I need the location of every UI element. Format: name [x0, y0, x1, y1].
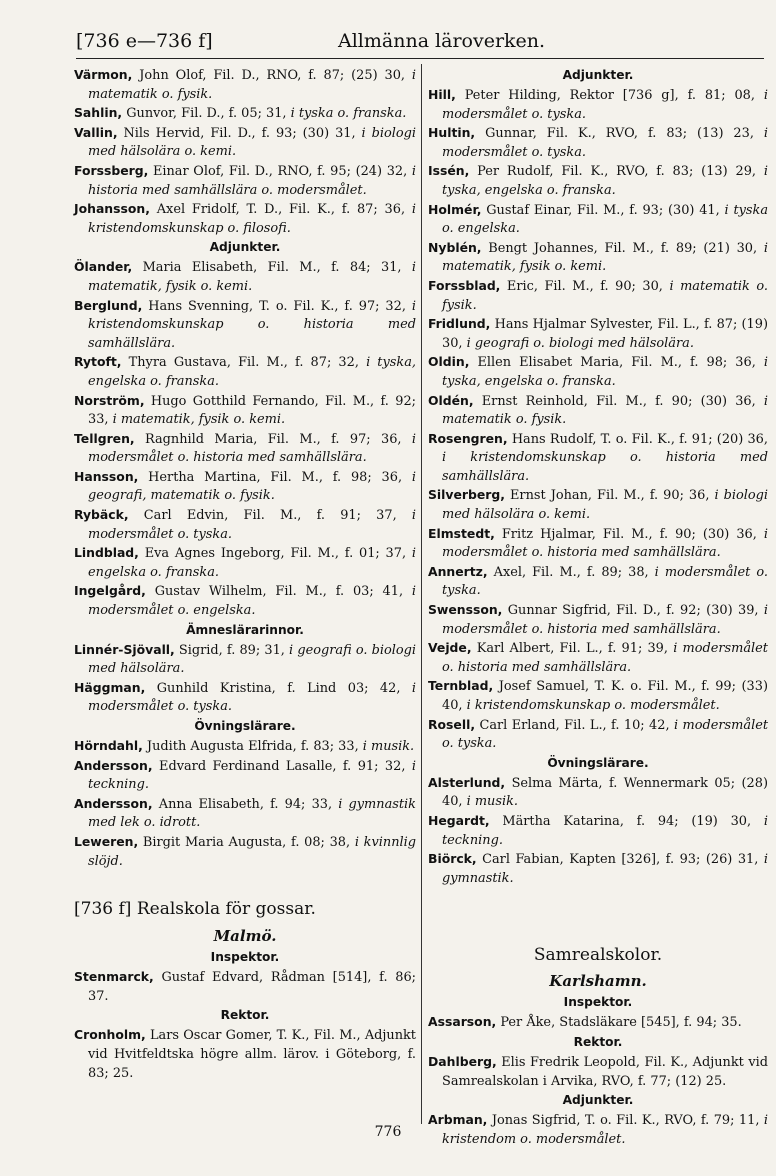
- teaching-subjects: i tyska, engelska o. franska.: [442, 164, 768, 198]
- samrealskolor-heading: Samrealskolor.: [533, 945, 663, 966]
- staff-name: Hultin,: [428, 125, 476, 141]
- staff-entry: [74, 297, 416, 354]
- entry-list: [428, 1013, 768, 1033]
- entry-list: [74, 66, 416, 238]
- staff-name: Nyblén,: [428, 239, 482, 255]
- staff-name: Alsterlund,: [428, 774, 506, 790]
- school-heading: [74, 897, 416, 921]
- section-heading-adjunkter: Adjunkter.: [209, 240, 281, 255]
- teaching-subjects: i matematik, fysik o. kemi.: [88, 260, 416, 294]
- section-heading-rektor: Rektor.: [220, 1008, 270, 1023]
- teaching-subjects: i modersmålet o. tyska.: [442, 88, 768, 122]
- staff-details: Per Åke, Stadsläkare [545], f. 94; 35.: [496, 1015, 742, 1031]
- staff-entry: [428, 124, 768, 162]
- staff-name: Biörck,: [428, 851, 477, 867]
- staff-details: Gustaf Einar, Fil. M., f. 93; (30) 41,: [481, 202, 725, 218]
- staff-name: Vejde,: [428, 640, 472, 656]
- teaching-subjects: i tyska, engelska o. franska.: [88, 355, 416, 389]
- section-reference: [736 e—736 f]: [76, 30, 213, 52]
- staff-name: Tellgren,: [74, 430, 135, 446]
- teaching-subjects: i modersmålet o. tyska.: [88, 680, 416, 715]
- staff-name: Sahlin,: [74, 105, 123, 121]
- staff-entry: [428, 277, 768, 315]
- staff-name: Andersson,: [74, 757, 153, 773]
- teaching-subjects: i modersmålet o. historia med samhällslära.: [442, 526, 768, 561]
- staff-name: Leweren,: [74, 833, 139, 849]
- town-heading: Malmö.: [213, 927, 277, 946]
- header-rule: [76, 58, 764, 59]
- staff-entry: [74, 679, 416, 717]
- staff-entry: [74, 430, 416, 468]
- staff-entry: [428, 601, 768, 639]
- staff-entry: [74, 795, 416, 833]
- staff-entry: [74, 124, 416, 162]
- teaching-subjects: i geografi o. biologi med hälsolära.: [88, 642, 417, 677]
- staff-details: Hans Hjalmar Sylvester, Fil. L., f. 87; (19) 30,: [442, 317, 768, 351]
- teaching-subjects: i modersmålet o. tyska.: [442, 564, 768, 599]
- staff-entry: [74, 544, 416, 582]
- page-header: [76, 22, 764, 52]
- staff-details: Ragnhild Maria, Fil. M., f. 97; 36,: [134, 431, 412, 447]
- teaching-subjects: i historia med samhällslära o. modersmålet.: [88, 163, 416, 198]
- staff-details: Gunnar, Fil. K., RVO, f. 83; (13) 23,: [475, 126, 764, 142]
- staff-details: Maria Elisabeth, Fil. M., f. 84; 31,: [132, 260, 412, 276]
- entry-list: [74, 737, 416, 871]
- staff-name: Ternblad,: [428, 678, 494, 694]
- staff-entry: [428, 162, 768, 200]
- staff-entry: [428, 239, 768, 277]
- teaching-subjects: i teckning.: [88, 758, 416, 793]
- teaching-subjects: i matematik o. fysik.: [88, 68, 416, 102]
- staff-details: Carl Edvin, Fil. M., f. 91; 37,: [128, 508, 412, 524]
- teaching-subjects: i kristendomskunskap o. historia med samhällslära.: [442, 450, 768, 484]
- teaching-subjects: i modersmålet o. tyska.: [442, 717, 769, 752]
- teaching-subjects: i teckning.: [442, 813, 768, 848]
- staff-details: Gunhild Kristina, f. Lind 03; 42,: [145, 680, 412, 696]
- staff-entry: [74, 833, 416, 871]
- staff-name: Oldén,: [428, 392, 474, 408]
- staff-entry: [428, 563, 768, 601]
- staff-entry: [428, 392, 768, 430]
- staff-entry: [74, 641, 416, 679]
- staff-details: Ernst Reinhold, Fil. M., f. 90; (30) 36,: [473, 393, 764, 409]
- section-heading-ovningslarare: Övningslärare.: [547, 755, 649, 770]
- entry-list: [428, 86, 768, 754]
- staff-details: Eva Agnes Ingeborg, Fil. M., f. 01; 37,: [138, 546, 412, 562]
- staff-name: Assarson,: [428, 1014, 497, 1030]
- staff-details: Einar Olof, Fil. D., RNO, f. 95; (24) 32,: [148, 163, 412, 179]
- staff-details: Ellen Elisabet Maria, Fil. M., f. 98; 36,: [469, 355, 764, 371]
- town-heading: Karlshamn.: [549, 972, 647, 991]
- staff-name: Annertz,: [428, 563, 488, 579]
- staff-entry: [74, 353, 416, 391]
- entry-list: [74, 968, 416, 1006]
- staff-entry: [428, 677, 768, 715]
- staff-details: Gunnar Sigfrid, Fil. D., f. 92; (30) 39,: [502, 603, 764, 619]
- staff-details: Thyra Gustava, Fil. M., f. 87; 32,: [121, 355, 367, 371]
- teaching-subjects: i biologi med hälsolära o. kemi.: [88, 125, 416, 160]
- staff-name: Berglund,: [74, 297, 143, 313]
- staff-name: Rosell,: [428, 716, 476, 732]
- entry-list: [74, 641, 416, 717]
- staff-name: Andersson,: [74, 795, 153, 811]
- teaching-subjects: i modersmålet o. tyska.: [88, 508, 416, 542]
- entry-list: [74, 1026, 416, 1083]
- staff-details: Eric, Fil. M., f. 90; 30,: [500, 278, 670, 294]
- staff-name: Lindblad,: [74, 545, 139, 561]
- teaching-subjects: i matematik o. fysik.: [442, 278, 768, 313]
- staff-entry: [74, 392, 416, 430]
- staff-details: Fritz Hjalmar, Fil. M., f. 90; (30) 36,: [494, 526, 764, 542]
- staff-details: Hertha Martina, Fil. M., f. 98; 36,: [138, 469, 412, 485]
- teaching-subjects: i gymnastik med lek o. idrott.: [88, 796, 416, 831]
- staff-details: Hans Rudolf, T. o. Fil. K., f. 91; (20) 36,: [507, 431, 768, 447]
- teaching-subjects: i kristendom o. modersmålet.: [442, 1113, 768, 1147]
- staff-details: Axel Fridolf, T. D., Fil. K., f. 87; 36,: [149, 202, 412, 218]
- staff-details: Gustaf Edvard, Rådman [514], f. 86; 37.: [88, 970, 416, 1004]
- staff-name: Cronholm,: [74, 1027, 146, 1043]
- entry-list: [74, 258, 416, 620]
- left-column: [74, 66, 416, 1083]
- staff-entry: [428, 850, 768, 888]
- teaching-subjects: i kristendomskunskap o. filosofi.: [88, 202, 416, 236]
- staff-name: Swensson,: [428, 602, 503, 618]
- staff-entry: [74, 258, 416, 296]
- staff-name: Ölander,: [74, 259, 133, 275]
- teaching-subjects: i modersmålet o. historia med samhällslära.: [442, 603, 768, 637]
- staff-details: John Olof, Fil. D., RNO, f. 87; (25) 30,: [132, 68, 412, 83]
- teaching-subjects: i geografi o. biologi med hälsolära.: [466, 335, 694, 351]
- staff-entry: [428, 812, 768, 850]
- section-heading-inspektor: Inspektor.: [210, 950, 280, 965]
- staff-entry: [74, 1026, 416, 1083]
- staff-name: Hörndahl,: [74, 738, 143, 753]
- staff-details: Märtha Katarina, f. 94; (19) 30,: [489, 813, 764, 829]
- staff-details: Ernst Johan, Fil. M., f. 90; 36,: [504, 488, 715, 504]
- staff-details: Peter Hilding, Rektor [736 g], f. 81; 08,: [455, 88, 764, 103]
- staff-details: Anna Elisabeth, f. 94; 33,: [152, 796, 339, 812]
- staff-entry: [428, 353, 768, 391]
- entry-list: [428, 1053, 768, 1091]
- staff-entry: [74, 468, 416, 506]
- page-number: 776: [374, 1124, 402, 1140]
- staff-name: Linnér-Sjövall,: [74, 641, 175, 657]
- staff-name: Häggman,: [74, 679, 146, 695]
- section-heading-rektor: Rektor.: [573, 1034, 623, 1049]
- staff-entry: [428, 201, 768, 239]
- staff-name: Värmon,: [74, 67, 133, 82]
- staff-details: Edvard Ferdinand Lasalle, f. 91; 32,: [152, 758, 412, 774]
- staff-entry: [74, 200, 416, 238]
- teaching-subjects: i modersmålet o. historia med samhällslära.: [442, 641, 768, 675]
- staff-entry: [428, 639, 768, 677]
- teaching-subjects: i geografi, matematik o. fysik.: [88, 469, 416, 504]
- staff-entry: [74, 506, 416, 544]
- section-heading-adjunkter-2: Adjunkter.: [562, 1093, 634, 1108]
- staff-entry: [428, 1053, 768, 1091]
- staff-details: Per Rudolf, Fil. K., RVO, f. 83; (13) 29,: [469, 164, 764, 180]
- teaching-subjects: i tyska o. engelska.: [442, 202, 769, 237]
- staff-entry: [428, 1013, 768, 1033]
- staff-details: Elis Fredrik Leopold, Fil. K., Adjunkt vid Samrealskolan i Arvika, RVO, f. 77; (12) 25.: [442, 1054, 768, 1089]
- teaching-subjects: i kristendomskunskap o. modersmålet.: [466, 698, 720, 713]
- running-title: Allmänna läroverken.: [338, 30, 546, 52]
- staff-name: Holmér,: [428, 201, 482, 217]
- staff-entry: [428, 315, 768, 353]
- staff-details: Judith Augusta Elfrida, f. 83; 33,: [142, 739, 363, 754]
- teaching-subjects: i tyska o. franska.: [290, 106, 407, 122]
- teaching-subjects: i modersmålet o. tyska.: [442, 126, 768, 160]
- staff-name: Vallin,: [74, 124, 118, 140]
- column-divider: [421, 64, 422, 1124]
- teaching-subjects: i matematik, fysik o. kemi.: [112, 412, 286, 428]
- teaching-subjects: i modersmålet o. engelska.: [88, 584, 416, 619]
- staff-details: Selma Märta, f. Wennermark 05; (28) 40,: [442, 775, 768, 810]
- teaching-subjects: i musik.: [362, 739, 415, 754]
- staff-details: Josef Samuel, T. K. o. Fil. M., f. 99; (33) 40,: [442, 679, 768, 713]
- staff-entry: [74, 582, 416, 620]
- teaching-subjects: i musik.: [466, 794, 519, 810]
- staff-details: Axel, Fil. M., f. 89; 38,: [487, 564, 655, 580]
- staff-entry: [74, 757, 416, 795]
- school-title: Realskola för gossar.: [136, 899, 316, 920]
- section-heading-amneslararinnor: Ämneslärarinnor.: [186, 622, 304, 637]
- staff-details: Lars Oscar Gomer, T. K., Fil. M., Adjunkt vid Hvitfeldtska högre allm. lärov. i Göteborg, f. 83; 25.: [88, 1028, 416, 1081]
- staff-details: Karl Albert, Fil. L., f. 91; 39,: [471, 641, 674, 657]
- staff-entry: [428, 486, 768, 524]
- staff-entry: [428, 86, 768, 124]
- section-heading-inspektor: Inspektor.: [563, 995, 633, 1010]
- staff-details: Carl Fabian, Kapten [326], f. 93; (26) 31,: [476, 852, 764, 868]
- staff-entry: [428, 774, 768, 812]
- staff-details: Sigrid, f. 89; 31,: [174, 642, 290, 658]
- teaching-subjects: i gymnastik.: [442, 852, 768, 886]
- staff-name: Stenmarck,: [74, 969, 154, 985]
- staff-entry: [428, 716, 768, 754]
- staff-entry: [74, 104, 416, 124]
- staff-name: Hill,: [428, 87, 456, 102]
- staff-name: Issén,: [428, 163, 470, 179]
- staff-name: Johansson,: [74, 201, 150, 217]
- staff-name: Rytoft,: [74, 354, 122, 370]
- staff-name: Fridlund,: [428, 316, 491, 332]
- staff-details: Birgit Maria Augusta, f. 08; 38,: [138, 834, 355, 850]
- staff-name: Hansson,: [74, 468, 139, 484]
- section-heading-adjunkter: Adjunkter.: [562, 68, 634, 82]
- staff-name: Arbman,: [428, 1112, 488, 1128]
- staff-details: Hans Svenning, T. o. Fil. K., f. 97; 32,: [142, 298, 412, 314]
- right-column: [428, 66, 768, 1149]
- staff-details: Jonas Sigfrid, T. o. Fil. K., RVO, f. 79; 11,: [487, 1113, 764, 1129]
- staff-name: Rybäck,: [74, 507, 129, 523]
- staff-entry: [74, 66, 416, 104]
- staff-name: Hegardt,: [428, 812, 490, 828]
- staff-name: Oldin,: [428, 354, 470, 370]
- teaching-subjects: i biologi med hälsolära o. kemi.: [442, 488, 768, 523]
- staff-entry: [428, 430, 768, 487]
- staff-details: Carl Erland, Fil. L., f. 10; 42,: [475, 717, 674, 733]
- school-number: [736 f]: [74, 899, 132, 920]
- teaching-subjects: i matematik o. fysik.: [442, 393, 768, 428]
- staff-entry: [74, 737, 416, 757]
- section-heading-ovningslarare: Övningslärare.: [194, 719, 296, 733]
- staff-name: Elmstedt,: [428, 525, 495, 541]
- staff-name: Forssberg,: [74, 162, 149, 178]
- staff-name: Silverberg,: [428, 487, 505, 503]
- teaching-subjects: i modersmålet o. historia med samhällslära.: [88, 431, 416, 466]
- teaching-subjects: i tyska, engelska o. franska.: [442, 355, 768, 389]
- teaching-subjects: i matematik, fysik o. kemi.: [442, 240, 768, 275]
- staff-name: Ingelgård,: [74, 583, 146, 599]
- staff-name: Rosengren,: [428, 430, 508, 446]
- staff-details: Hugo Gotthild Fernando, Fil. M., f. 92; 33,: [88, 393, 416, 428]
- staff-name: Dahlberg,: [428, 1053, 497, 1069]
- staff-details: Nils Hervid, Fil. D., f. 93; (30) 31,: [117, 125, 362, 141]
- staff-name: Forssblad,: [428, 277, 501, 293]
- staff-entry: [74, 968, 416, 1006]
- staff-name: Norström,: [74, 392, 145, 408]
- staff-details: Gunvor, Fil. D., f. 05; 31,: [122, 106, 291, 122]
- entry-list: [428, 774, 768, 889]
- teaching-subjects: i engelska o. franska.: [88, 546, 416, 580]
- staff-entry: [428, 525, 768, 563]
- staff-entry: [74, 162, 416, 200]
- teaching-subjects: i kristendomskunskap o. historia med samhällslära.: [88, 298, 416, 351]
- staff-details: Gustav Wilhelm, Fil. M., f. 03; 41,: [145, 584, 412, 600]
- staff-details: Bengt Johannes, Fil. M., f. 89; (21) 30,: [481, 240, 764, 256]
- teaching-subjects: i kvinnlig slöjd.: [88, 834, 416, 869]
